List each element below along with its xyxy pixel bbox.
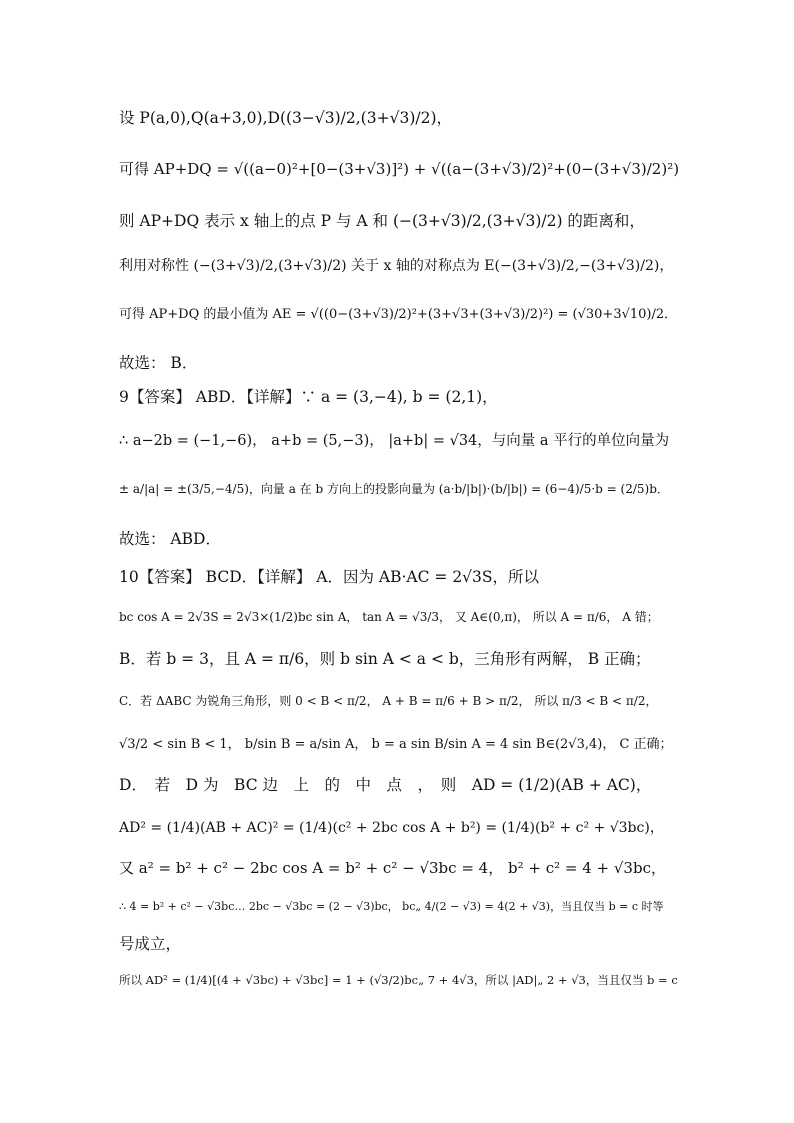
text-line: D． 若 D 为 BC 边 上 的 中 点 ， 则 AD = (1/2)(AB + AC)， [119, 776, 652, 794]
text-line: 故选： B． [119, 354, 198, 372]
text-line: 利用对称性 (−(3+√3)/2,(3+√3)/2) 关于 x 轴的对称点为 E(−(3+√3)/2,−(3+√3)/2)， [119, 258, 674, 274]
text-line: 又 a² = b² + c² − 2bc cos A = b² + c² − √3bc = 4， b² + c² = 4 + √3bc， [119, 859, 666, 877]
text-line: 可得 AP+DQ 的最小值为 AE = √((0−(3+√3)/2)²+(3+√3+(3+√3)/2)²) = (√30+3√10)/2． [119, 307, 678, 322]
text-line: 则 AP+DQ 表示 x 轴上的点 P 与 A 和 (−(3+√3)/2,(3+√3)/2) 的距离和， [119, 212, 645, 230]
text-line: bc cos A = 2√3S = 2√3×(1/2)bc sin A， tan A = √3/3， 又 A∈(0,π)， 所以 A = π/6， A 错； [119, 610, 659, 624]
text-line: B．若 b = 3，且 A = π/6，则 b sin A < a < b，三角形有两解， B 正确； [119, 650, 651, 668]
text-line: C．若 ΔABC 为锐角三角形，则 0 < B < π/2， A + B = π/6 + B > π/2， 所以 π/3 < B < π/2， [119, 694, 658, 708]
text-line: √3/2 < sin B < 1， b/sin B = a/sin A， b = a sin B/sin A = 4 sin B∈(2√3,4)， C 正确； [119, 737, 673, 752]
text-line: ± a/|a| = ±(3/5,−4/5)，向量 a 在 b 方向上的投影向量为 (a·b/|b|)·(b/|b|) = (6−4)/5·b = (2/5)b． [119, 482, 669, 496]
text-line: 可得 AP+DQ = √((a−0)²+[0−(3+√3)]²) + √((a−(3+√3)/2)²+(0−(3+√3)/2)²) [119, 160, 679, 178]
text-line: ∴ a−2b = (−1,−6)， a+b = (5,−3)， |a+b| = √34，与向量 a 平行的单位向量为 [119, 433, 670, 449]
text-line: 9【答案】 ABD．【详解】∵ a = (3,−4), b = (2,1)， [119, 388, 498, 406]
text-line: 故选： ABD． [119, 530, 221, 548]
text-line: 所以 AD² = (1/4)[(4 + √3bc) + √3bc] = 1 + (√3/2)bc„ 7 + 4√3，所以 |AD|„ 2 + √3，当且仅当 b = c [119, 973, 678, 987]
text-line: 10【答案】 BCD．【详解】 A．因为 AB·AC = 2√3S，所以 [119, 568, 540, 586]
text-line: 号成立， [119, 935, 182, 953]
text-line: 设 P(a,0),Q(a+3,0),D((3−√3)/2,(3+√3)/2)， [119, 109, 452, 127]
text-line: ∴ 4 = b² + c² − √3bc… 2bc − √3bc = (2 − √3)bc， bc„ 4/(2 − √3) = 4(2 + √3)，当且仅当 b = c 时等 [119, 900, 664, 913]
text-line: AD² = (1/4)(AB + AC)² = (1/4)(c² + 2bc cos A + b²) = (1/4)(b² + c² + √3bc)， [119, 820, 664, 836]
